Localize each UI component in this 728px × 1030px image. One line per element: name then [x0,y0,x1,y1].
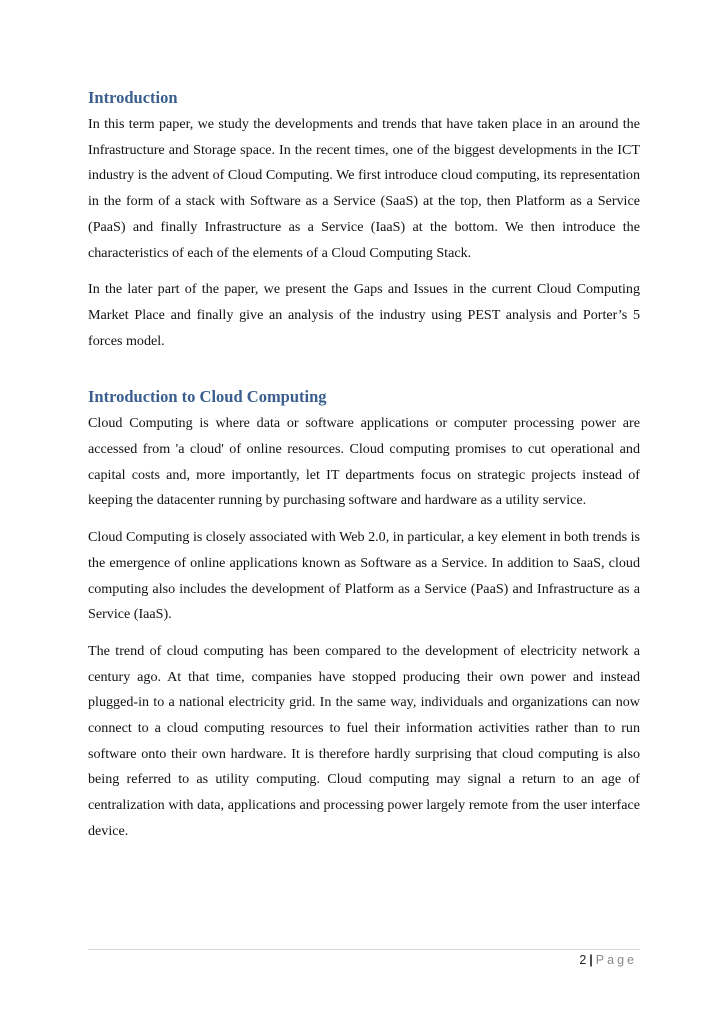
section-heading-introduction: Introduction [88,88,178,107]
paragraph: In the later part of the paper, we present the Gaps and Issues in the current Cloud Computing Market Place and finally give an analysis of the industry using PEST analysis and Porter’s 5 forces model. [88,281,640,349]
page-footer [579,953,637,967]
page-content [88,86,640,845]
paragraph: Cloud Computing is closely associated with Web 2.0, in particular, a key element in both trends is the emergence of online applications known as Software as a Service. In addition to SaaS, cloud computing also includes the development of Platform as a Service (PaaS) and Infrastructure as a Service (IaaS). [88,529,640,623]
footer-divider [88,949,640,950]
paragraph: In this term paper, we study the developments and trends that have taken place in an around the Infrastructure and Storage space. In the recent times, one of the biggest developments in the ICT industry is the advent of Cloud Computing. We first introduce cloud computing, its representation in the form of a stack with Software as a Service (SaaS) at the top, then Platform as a Service (PaaS) and finally Infrastructure as a Service (IaaS) at the bottom. We then introduce the characteristics of each of the elements of a Cloud Computing Stack. [88,116,640,261]
section-heading-cloud-computing: Introduction to Cloud Computing [88,387,327,407]
footer-separator: | [589,953,593,967]
paragraph: The trend of cloud computing has been compared to the development of electricity network a century ago. At that time, companies have stopped producing their own power and instead plugged-in to a national electricity grid. In the same way, individuals and organizations can now connect to a cloud computing resources to fuel their information activities rather than to run software onto their own hardware. It is therefore hardly surprising that cloud computing is also being referred to as utility computing. Cloud computing may signal a return to an age of centralization with data, applications and processing power largely remote from the user interface device. [88,642,640,839]
paragraph: Cloud Computing is where data or software applications or computer processing power are accessed from 'a cloud' of online resources. Cloud computing promises to cut operational and capital costs and, more importantly, let IT departments focus on strategic projects instead of keeping the datacenter running by purchasing software and hardware as a utility service. [88,415,640,509]
page-label: Page [595,953,637,967]
page-number: 2 [579,953,587,967]
